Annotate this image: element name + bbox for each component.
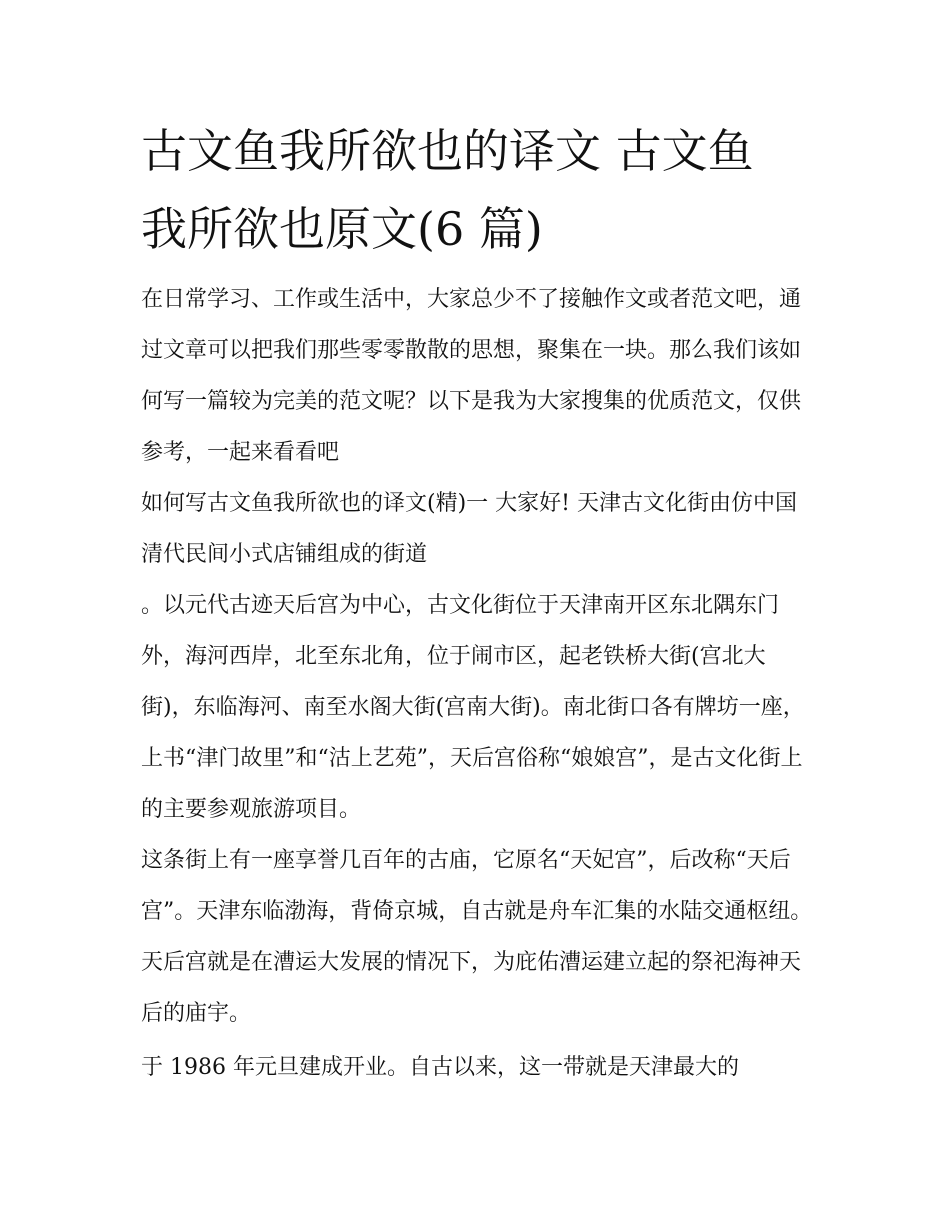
document-page [141, 112, 816, 1093]
title-line-1: 古文鱼我所欲也的译文 古文鱼 [141, 124, 754, 178]
paragraph-greeting: 如何写古文鱼我所欲也的译文(精)一 大家好! 天津古文化街由仿中国清代民间小式店铺组成的街道 [141, 491, 797, 567]
paragraph-intro: 在日常学习、工作或生活中，大家总少不了接触作文或者范文吧，通过文章可以把我们那些零零散散的思想，聚集在一块。那么我们该如何写一篇较为完美的范文呢？以下是我为大家搜集的优质范文，仅供参考，一起来看看吧 [141, 287, 802, 465]
document-title [141, 112, 816, 268]
paragraph-temple: 这条街上有一座享誉几百年的古庙，它原名“天妃宫”，后改称“天后宫”。天津东临渤海，背倚京城，自古就是舟车汇集的水陆交通枢纽。天后宫就是在漕运大发展的情况下，为庇佑漕运建立起的祭祀海神天后的庙宇。 [141, 848, 813, 1026]
title-line-2: 我所欲也原文(6 篇) [141, 202, 543, 256]
paragraph-location: 。以元代古迹天后宫为中心，古文化街位于天津南开区东北隅东门外，海河西岸，北至东北角，位于闹市区，起老铁桥大街(宫北大街)，东临海河、南至水阁大街(宫南大街)。南北街口各有牌坊一座，上书“津门故里”和“沽上艺苑”，天后宫俗称“娘娘宫”，是古文化街上的主要参观旅游项目。 [141, 593, 805, 822]
paragraph-opening: 于 1986 年元旦建成开业。自古以来，这一带就是天津最大的 [141, 1055, 739, 1080]
